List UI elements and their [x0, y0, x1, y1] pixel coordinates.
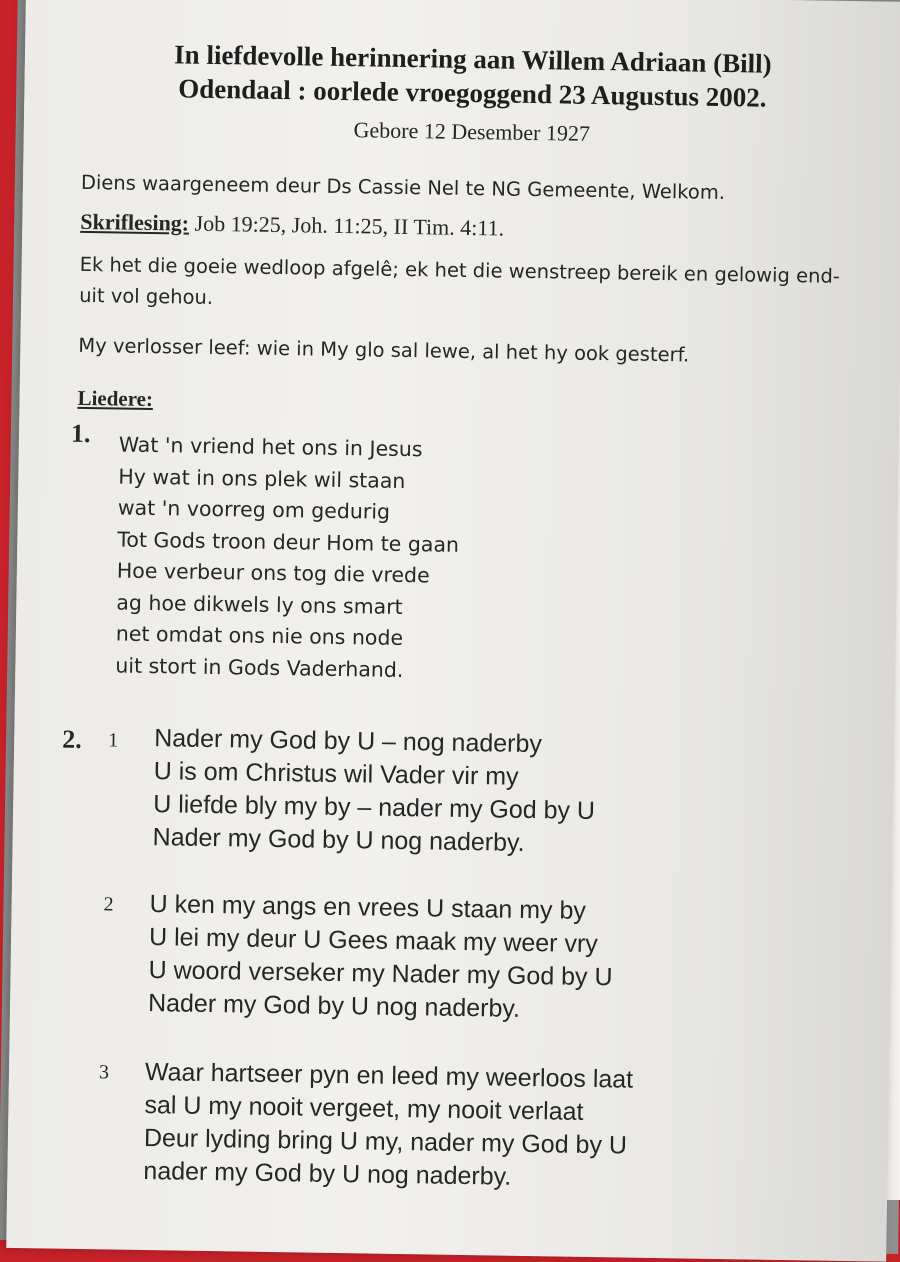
- hymn-line: nader my God by U nog naderby.: [143, 1156, 512, 1191]
- hymn-1-number: 1.: [70, 418, 91, 449]
- hymn-line: U lei my deur U Gees maak my weer vry: [148, 923, 598, 959]
- hymn-line: uit stort in Gods Vaderhand.: [115, 652, 404, 682]
- title-line-1: In liefdevolle herinnering aan Willem Adriaan (Bill): [173, 39, 772, 79]
- hymn-line: U woord verseker my Nader my God by U: [148, 956, 613, 992]
- hymn-2-verse-1-number: 1: [108, 729, 119, 752]
- hymn-line: Wat 'n vriend het ons in Jesus: [118, 432, 423, 462]
- hymn-2-verse-3-number: 3: [98, 1061, 110, 1084]
- hymn-line: Deur lyding bring U my, nader my God by U: [143, 1123, 628, 1160]
- birth-date: Gebore 12 Desember 1927: [353, 117, 591, 146]
- hymn-line: Nader my God by U nog naderby.: [147, 989, 521, 1023]
- hymn-2-number: 2.: [61, 724, 82, 754]
- hymn-line: net omdat ons nie ons node: [115, 621, 404, 651]
- hymn-line: Nader my God by U nog naderby.: [152, 823, 525, 857]
- service-officiant: Diens waargeneem deur Ds Cassie Nel te NG Gemeente, Welkom.: [80, 170, 726, 205]
- scripture-references: Job 19:25, Joh. 11:25, II Tim. 4:11.: [194, 210, 505, 241]
- hymn-line: ag hoe dikwels ly ons smart: [116, 589, 403, 619]
- hymn-1-lines: [115, 430, 461, 687]
- hymn-2-verse-1-lines: [152, 722, 596, 861]
- hymn-2-verse-2-lines: [148, 888, 614, 1027]
- verse-text: Ek het die goeie wedloop afgelê; ek het die wenstreep bereik en gelowig end-uit vol gehou.: [78, 252, 841, 309]
- hymn-line: sal U my nooit vergeet, my nooit verlaat: [144, 1091, 584, 1126]
- title-line-2: Odendaal : oorlede vroegoggend 23 Augustus 2002.: [178, 73, 767, 113]
- hymn-line: wat 'n voorreg om gedurig: [117, 495, 391, 524]
- hymn-2-verse-2-number: 2: [103, 893, 114, 916]
- songs-heading: Liedere:: [77, 385, 154, 412]
- hymn-line: Waar hartseer pyn en leed my weerloos laat: [144, 1058, 634, 1094]
- hymn-line: U is om Christus wil Vader vir my: [153, 757, 519, 791]
- hymn-line: Hy wat in ons plek wil staan: [118, 464, 406, 493]
- scripture-reading: [80, 209, 504, 242]
- hymn-line: Tot Gods troon deur Hom te gaan: [117, 527, 460, 557]
- hymn-line: U liefde bly my by – nader my God by U: [152, 790, 596, 826]
- hymn-line: U ken my angs en vrees U staan my by: [149, 890, 587, 925]
- hymn-line: Nader my God by U – nog naderby: [154, 724, 543, 759]
- promise-text: My verlosser leef: wie in My glo sal lewe, al het hy ook gesterf.: [78, 333, 690, 367]
- hymn-2-verse-3-lines: [143, 1056, 633, 1196]
- memorial-card-page: [6, 0, 900, 1262]
- hymn-line: Hoe verbeur ons tog die vrede: [116, 558, 430, 588]
- scripture-label: Skriflesing:: [80, 208, 190, 236]
